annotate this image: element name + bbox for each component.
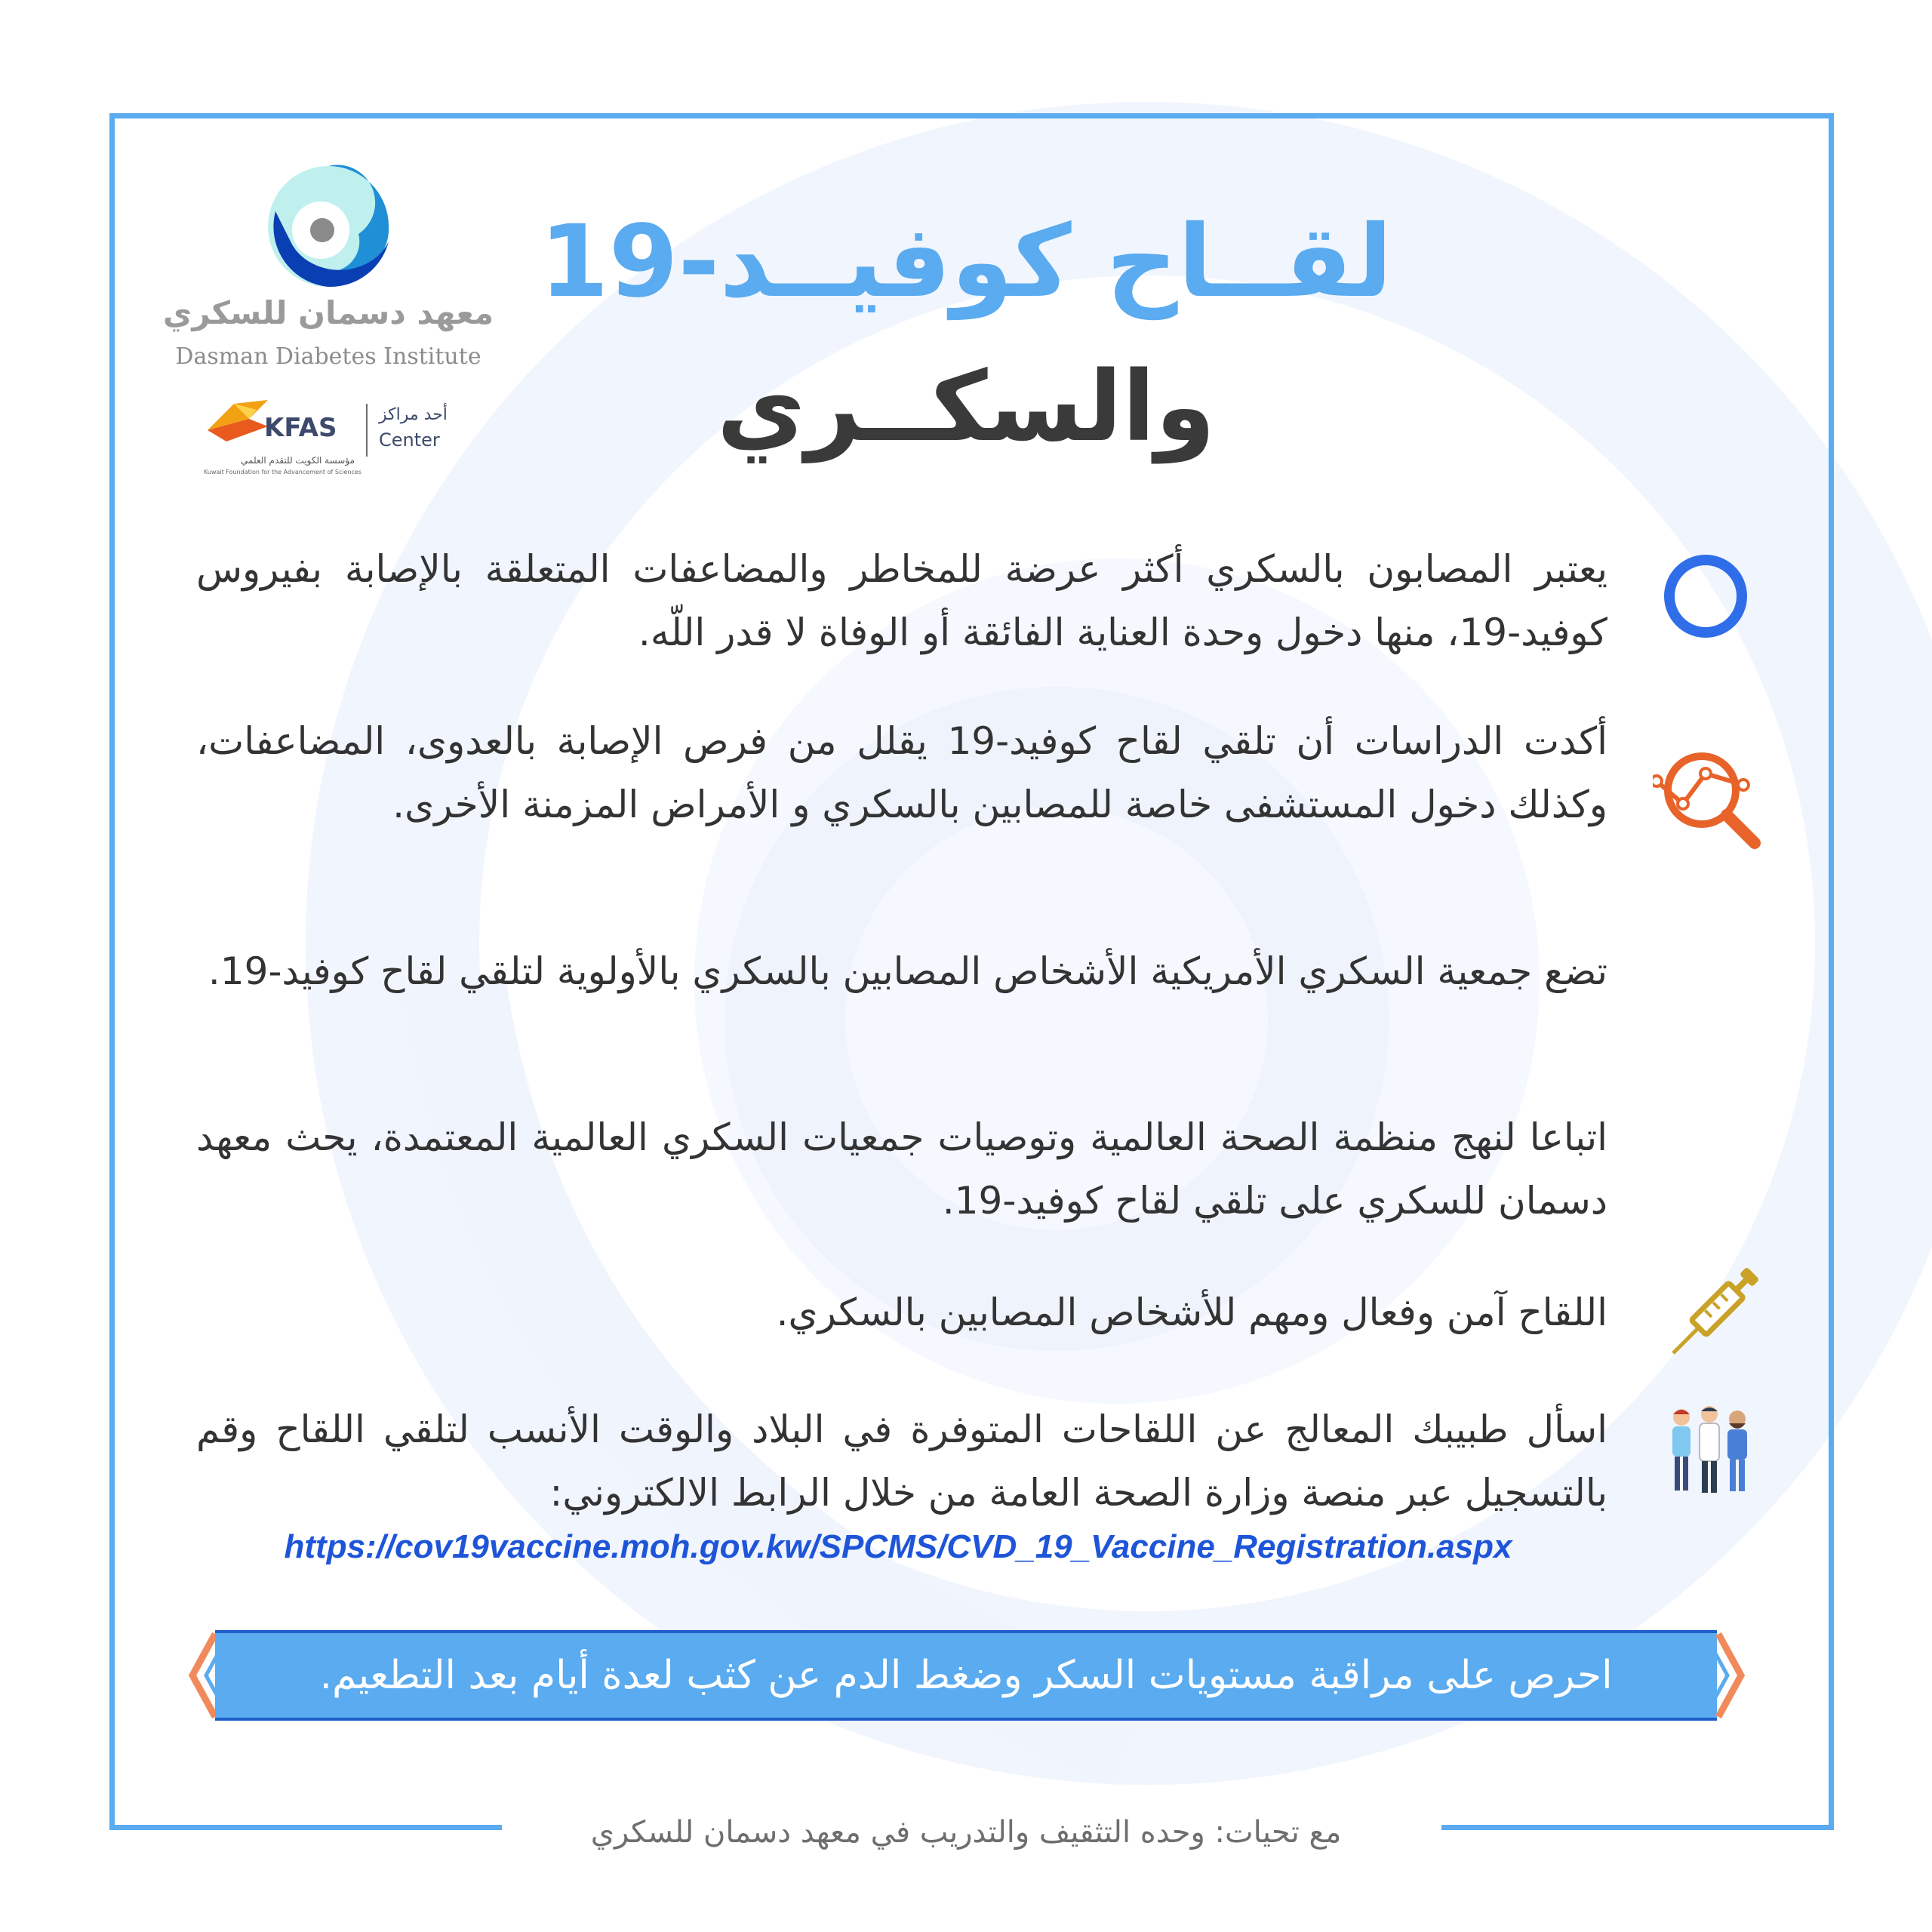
paragraph-text: اسأل طبيبك المعالج عن اللقاحات المتوفرة في البلاد والوقت الأنسب لتلقي اللقاح وقم بالتسجيل عبر منصة وزارة الصحة العامة من خلال الرابط الالكتروني: (196, 1407, 1607, 1515)
paragraph-5 (196, 1281, 1607, 1344)
circle-ring-icon (1657, 547, 1755, 645)
frame-bottom-right (1441, 1825, 1834, 1830)
magnifier-chart-icon (1653, 743, 1766, 857)
footer-credit: مع تحيات: وحده التثقيف والتدريب في معهد دسمان للسكري (590, 1815, 1342, 1850)
registration-link[interactable]: https://cov19vaccine.moh.gov.kw/SPCMS/CVD_19_Vaccine_Registration.aspx (284, 1528, 1512, 1565)
banner (215, 1630, 1717, 1721)
paragraph-3 (196, 940, 1607, 1003)
frame-top (109, 113, 1834, 118)
logo-name-english: Dasman Diabetes Institute (175, 343, 481, 370)
kfas-logo (204, 389, 506, 487)
frame-left (109, 113, 115, 1830)
kfas-center-arabic: أحد مراكز (379, 405, 448, 424)
frame-bottom-left (109, 1825, 502, 1830)
paragraph-text: يعتبر المصابون بالسكري أكثر عرضة للمخاطر والمضاعفات المتعلقة بالإصابة بفيروس كوفيد-19، منها دخول وحدة العناية الفائقة أو الوفاة لا قدر اللّه. (196, 547, 1607, 654)
banner-text: احرص على مراقبة مستويات السكر وضغط الدم عن كثب لعدة أيام بعد التطعيم. (319, 1653, 1613, 1698)
frame-right (1829, 113, 1834, 1830)
logo-name-arabic: معهد دسمان للسكري (162, 294, 494, 331)
kfas-center-english: Center (379, 429, 440, 451)
kfas-wordmark: KFAS (264, 413, 337, 443)
kfas-name-english: Kuwait Foundation for the Advancement of Sciences (204, 469, 362, 475)
paragraph-text: أكدت الدراسات أن تلقي لقاح كوفيد-19 يقلل من فرص الإصابة بالعدوى، المضاعفات، وكذلك دخول المستشفى خاصة للمصابين بالسكري و الأمراض المزمنة الأخرى. (196, 719, 1607, 826)
paragraph-text: اتباعا لنهج منظمة الصحة العالمية وتوصيات جمعيات السكري العالمية المعتمدة، يحث معهد دسمان للسكري على تلقي لقاح كوفيد-19. (196, 1115, 1607, 1223)
paragraph-4 (196, 1106, 1607, 1232)
kfas-divider (366, 404, 368, 457)
paragraph-1 (196, 537, 1607, 664)
page-subtitle: والسكــري (716, 351, 1216, 463)
kfas-emblem-icon (204, 396, 272, 449)
doctors-icon (1660, 1404, 1758, 1502)
page-title: لقــاح كوفيــد-19 (539, 204, 1393, 320)
paragraph-2 (196, 709, 1607, 836)
paragraph-6 (196, 1398, 1607, 1524)
dasman-swirl-icon (260, 158, 396, 294)
banner-right-chevron-icon (1707, 1626, 1752, 1724)
dasman-logo (151, 158, 528, 491)
kfas-name-arabic: مؤسسة الكويت للتقدم العلمي (241, 455, 355, 466)
paragraph-text: تضع جمعية السكري الأمريكية الأشخاص المصابين بالسكري بالأولوية لتلقي لقاح كوفيد-19. (208, 949, 1607, 993)
syringe-icon (1660, 1260, 1766, 1366)
paragraph-text: اللقاح آمن وفعال ومهم للأشخاص المصابين بالسكري. (776, 1291, 1607, 1334)
